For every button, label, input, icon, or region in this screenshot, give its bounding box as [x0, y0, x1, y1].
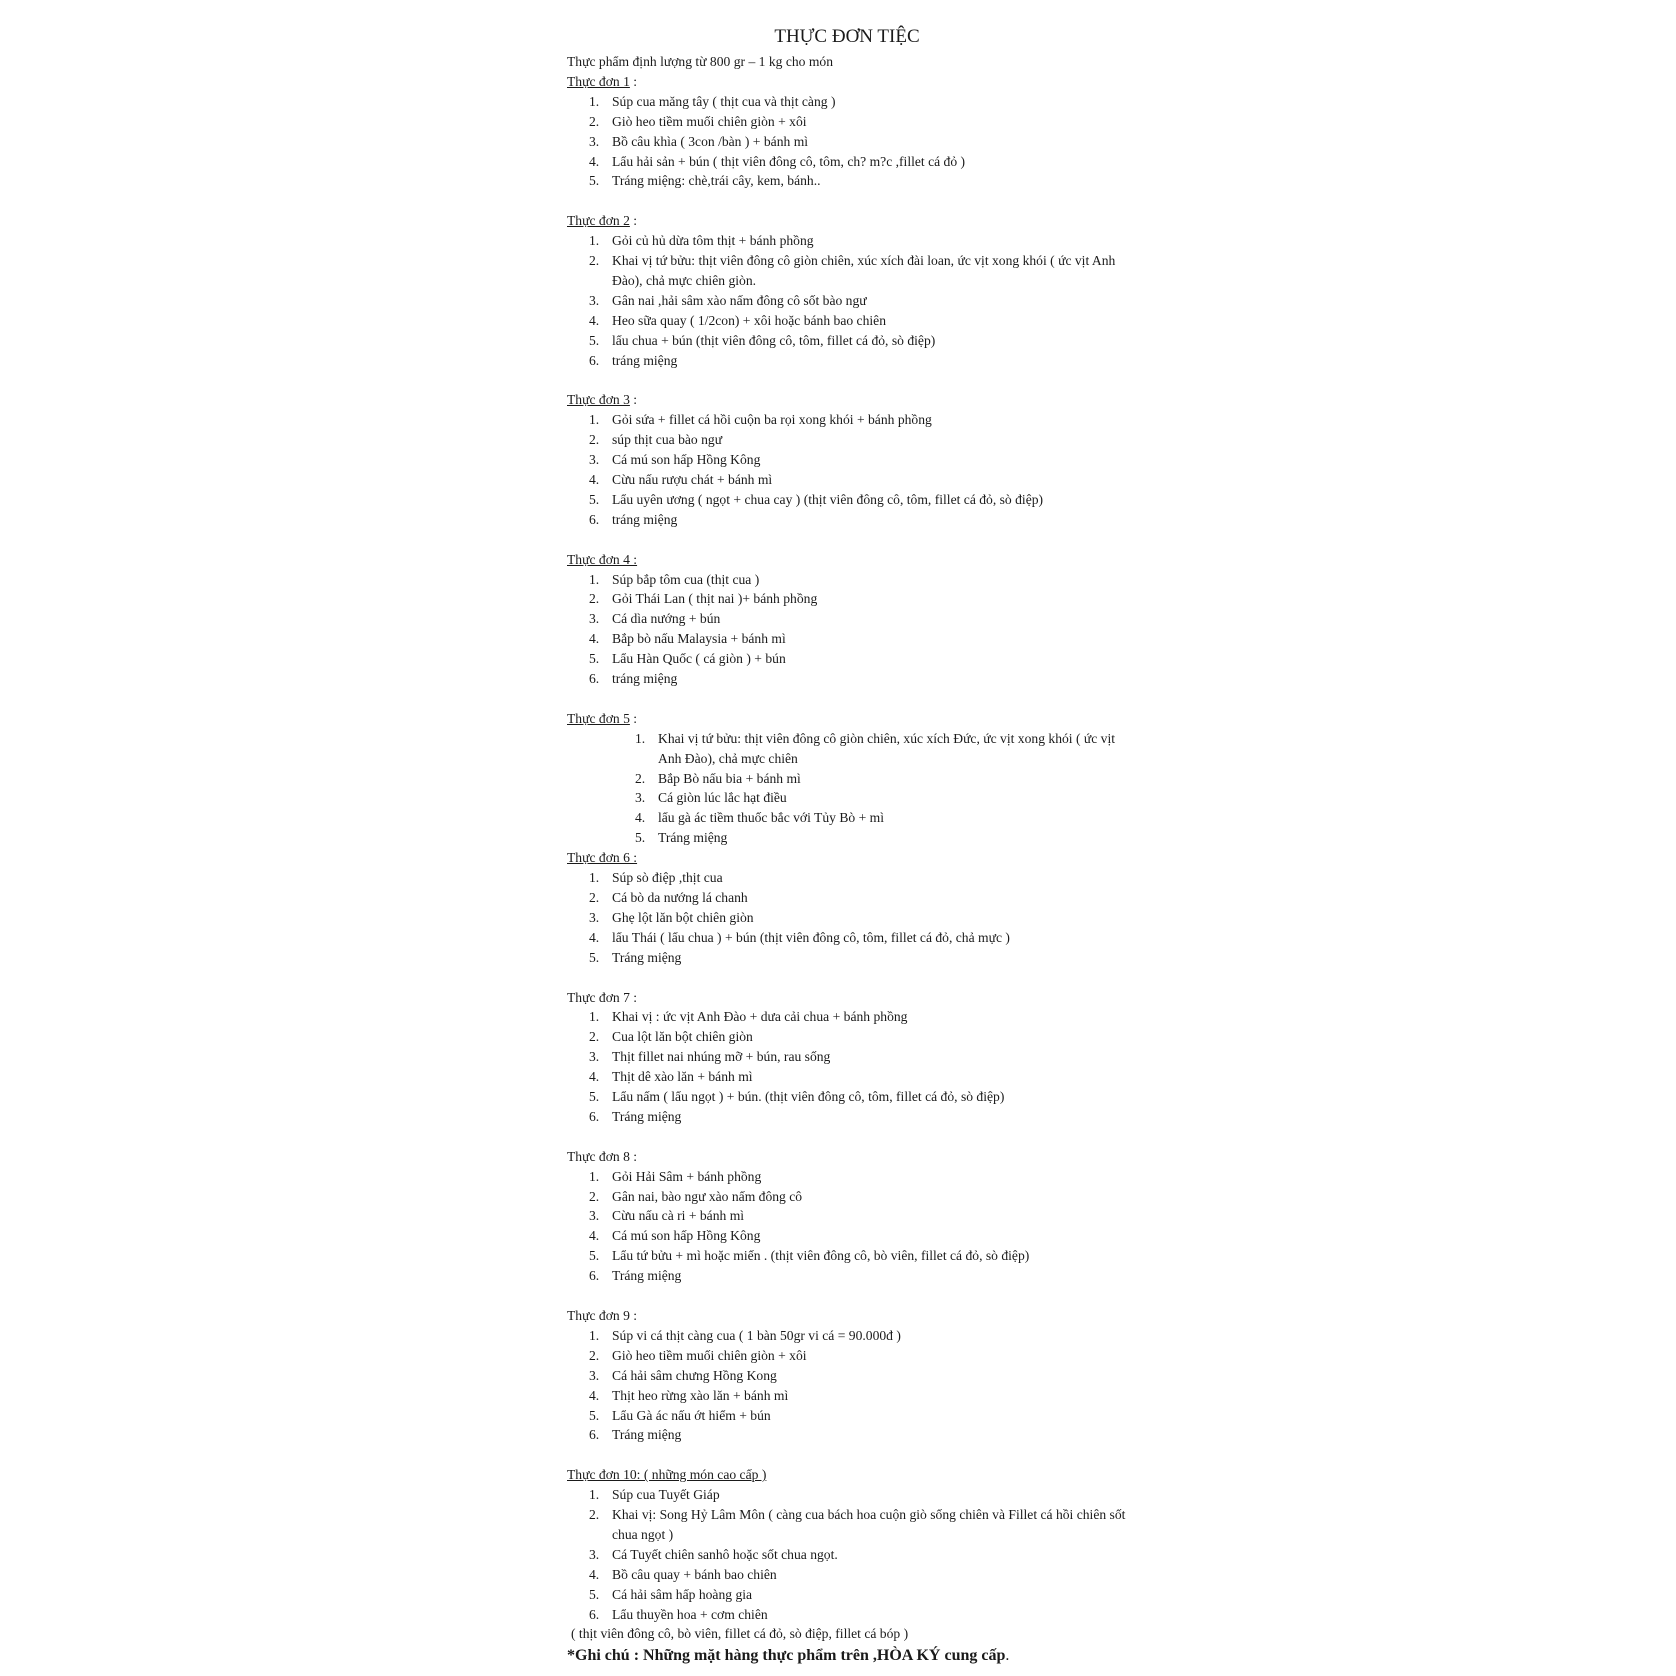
menu-item-text: Lẩu nấm ( lẩu ngọt ) + bún. (thịt viên đông cô, tôm, fillet cá đỏ, sò điệp) [612, 1089, 1005, 1105]
document-title: THỰC ĐƠN TIỆC [774, 26, 920, 47]
menu-heading [567, 72, 1127, 92]
menu-item-text: lẩu chua + bún (thịt viên đông cô, tôm, fillet cá đỏ, sò điệp) [612, 332, 936, 348]
menu-item-text: Heo sữa quay ( 1/2con) + xôi hoặc bánh bao chiên [612, 312, 886, 328]
menu-item [589, 470, 1127, 490]
menu-item-text: Lẩu uyên ương ( ngọt + chua cay ) (thịt viên đông cô, tôm, fillet cá đỏ, sò điệp) [612, 491, 1044, 507]
menu-heading-suffix: : [629, 213, 638, 229]
menu-item-number: 4. [589, 472, 600, 487]
menu-item-number: 2. [589, 113, 600, 129]
menu-item-number: 2. [589, 1507, 600, 1523]
menu-item-number: 3. [589, 292, 600, 308]
menu-item [589, 92, 1127, 112]
section-spacer [567, 1445, 1127, 1465]
menu-item-number: 1. [589, 1327, 600, 1343]
menu-item [589, 450, 1127, 470]
menu-item-number: 5. [589, 1248, 600, 1264]
menu-item-text: Khai vị tứ bửu: thịt viên đông cô giòn chiên, xúc xích đài loan, ức vịt xong khói ( ức vịt Anh Đào), chả mực chiên giòn. [612, 253, 1116, 288]
menu-item-number: 2. [589, 1029, 600, 1045]
menu-item-text: Giò heo tiềm muối chiên giòn + xôi [612, 1347, 807, 1363]
menu-item-text: Cá hải sâm hấp hoàng gia [612, 1586, 753, 1602]
menu-item-number: 6. [589, 352, 600, 368]
menu-item-text: Tráng miệng: chè,trái cây, kem, bánh.. [612, 173, 821, 189]
menu-item [589, 112, 1127, 132]
menu-item-number: 3. [635, 790, 646, 806]
menu-item-number: 6. [589, 1268, 600, 1284]
section-spacer [567, 1286, 1127, 1306]
menu-item-number: 6. [589, 671, 600, 687]
footer-note-text: *Ghi chú : Những mặt hàng thực phẩm trên ,HÒA KÝ cung cấp [567, 1647, 1006, 1665]
menu-item [635, 788, 1127, 808]
section-spacer [567, 1127, 1127, 1147]
menu-item-text: tráng miệng [612, 671, 678, 687]
menu-item [589, 1266, 1127, 1286]
menu-items [567, 868, 1127, 968]
menu-section [567, 1465, 1127, 1624]
menu-heading [567, 1306, 1127, 1326]
menu-item-text: Lẩu Gà ác nấu ớt hiểm + bún [612, 1407, 771, 1423]
menu-item [589, 152, 1127, 172]
menu-item-text: Gỏi Hải Sâm + bánh phồng [612, 1168, 762, 1184]
menu-item-text: Cá mú son hấp Hồng Kông [612, 1228, 761, 1244]
menu-item-text: lẩu gà ác tiềm thuốc bắc với Tủy Bò + mì [658, 810, 885, 826]
menu-item-number: 2. [589, 253, 600, 269]
menu-item-text: Lẩu Hàn Quốc ( cá giòn ) + bún [612, 651, 786, 667]
menu-item-text: Cá mú son hấp Hồng Kông [612, 452, 761, 468]
menu-item [589, 1545, 1127, 1565]
menu-item-text: Súp bắp tôm cua (thịt cua ) [612, 571, 760, 587]
menu-item-number: 3. [589, 909, 600, 925]
menu-item-number: 2. [589, 1347, 600, 1363]
menu-section [567, 72, 1127, 191]
menu-heading-suffix: : [629, 392, 638, 408]
menu-item-number: 1. [589, 1168, 600, 1184]
menu-item-text: tráng miệng [612, 511, 678, 527]
menu-item-number: 5. [589, 1586, 600, 1602]
menu-item-number: 2. [589, 1188, 600, 1204]
menu-item-number: 5. [589, 949, 600, 965]
menu-item [589, 589, 1127, 609]
menu-item-text: Gỏi sứa + fillet cá hồi cuộn ba rọi xong khói + bánh phồng [612, 412, 932, 428]
menu-item [589, 1505, 1127, 1545]
menu-item [589, 1067, 1127, 1087]
menu-item-text: Gân nai, bào ngư xào nấm đông cô [612, 1188, 803, 1204]
menu-item [589, 1585, 1127, 1605]
menu-item [589, 1007, 1127, 1027]
menu-heading [567, 988, 1127, 1008]
menu-item [589, 649, 1127, 669]
menu-item-text: Lẩu thuyền hoa + cơm chiên [612, 1606, 768, 1622]
menu-item-text: Súp vi cá thịt càng cua ( 1 bàn 50gr vi cá = 90.000đ ) [612, 1327, 901, 1343]
menu-heading [567, 1147, 1127, 1167]
menu-item-number: 1. [589, 233, 600, 249]
menu-item [589, 1187, 1127, 1207]
menu-item-text: Súp cua măng tây ( thịt cua và thịt càng ) [612, 93, 836, 109]
menu-item [589, 1226, 1127, 1246]
menu-item-text: Cừu nấu cà ri + bánh mì [612, 1208, 745, 1224]
section-spacer [567, 370, 1127, 390]
menu-item-number: 1. [589, 93, 600, 109]
menu-item [589, 928, 1127, 948]
menu-heading [567, 848, 1127, 868]
menu-item [589, 1326, 1127, 1346]
menu-item [589, 132, 1127, 152]
menu-item-number: 3. [589, 1367, 600, 1383]
section-spacer [567, 530, 1127, 550]
menu-item-number: 2. [589, 591, 600, 607]
menu-items [567, 570, 1127, 689]
menu-item-number: 3. [589, 1049, 600, 1065]
menu-item [635, 769, 1127, 789]
menu-item-number: 4. [635, 810, 646, 826]
menu-heading-suffix: : [629, 73, 638, 89]
menu-item-number: 6. [589, 511, 600, 527]
menu-item-number: 5. [589, 173, 600, 189]
menu-heading-label: Thực đơn 5 [567, 710, 630, 726]
menu-item-number: 4. [589, 1069, 600, 1085]
menu-item [635, 729, 1127, 769]
menu-item-text: Gỏi củ hủ dừa tôm thịt + bánh phồng [612, 233, 814, 249]
menu-list [567, 72, 1127, 1625]
menu-heading-label: Thực đơn 8 : [567, 1148, 638, 1164]
menu-item-number: 5. [635, 830, 646, 846]
menu-section [567, 1147, 1127, 1286]
menu-item [589, 1485, 1127, 1505]
menu-item [589, 1425, 1127, 1445]
menu-heading [567, 390, 1127, 410]
menu-item [589, 1366, 1127, 1386]
menu-item-number: 5. [589, 332, 600, 348]
menu-item [589, 311, 1127, 331]
menu-item-text: Bồ câu khìa ( 3con /bàn ) + bánh mì [612, 133, 809, 149]
menu-item-text: Thịt fillet nai nhúng mỡ + bún, rau sống [612, 1049, 831, 1065]
menu-item-text: tráng miệng [612, 352, 678, 368]
menu-item [589, 570, 1127, 590]
menu-item [589, 868, 1127, 888]
menu-items [567, 1326, 1127, 1445]
menu-item [589, 490, 1127, 510]
menu-items [567, 1485, 1127, 1624]
menu-item-text: Bắp bò nấu Malaysia + bánh mì [612, 631, 786, 647]
menu-item [589, 171, 1127, 191]
footer-note [567, 1644, 1127, 1668]
menu-item-text: Tráng miệng [612, 1427, 682, 1443]
menu-item-text: Bắp Bò nấu bia + bánh mì [658, 770, 801, 786]
menu-items [567, 231, 1127, 370]
menu-item-number: 1. [589, 412, 600, 428]
menu-item-number: 5. [589, 651, 600, 667]
menu-item-number: 4. [589, 929, 600, 945]
menu-item [589, 251, 1127, 291]
menu-item [589, 669, 1127, 689]
menu-item-text: Súp cua Tuyết Giáp [612, 1487, 720, 1503]
menu-heading-label: Thực đơn 1 [567, 73, 630, 89]
menu-item-number: 1. [589, 870, 600, 886]
menu-item-number: 4. [589, 1566, 600, 1582]
menu-item [589, 1386, 1127, 1406]
menu-item [589, 609, 1127, 629]
menu-item-text: Cá giòn lúc lắc hạt điều [658, 790, 787, 806]
menu-item-text: Cá dìa nướng + bún [612, 611, 721, 627]
menu-item-text: súp thịt cua bào ngư [612, 432, 723, 448]
menu-heading-label: Thực đơn 6 : [567, 850, 638, 866]
menu-item-text: Tráng miệng [658, 830, 728, 846]
menu-item-text: Thịt heo rừng xào lăn + bánh mì [612, 1387, 789, 1403]
section-spacer [567, 968, 1127, 988]
menu-item-text: Ghẹ lột lăn bột chiên giòn [612, 909, 754, 925]
menu-item [589, 1206, 1127, 1226]
menu-heading [567, 709, 1127, 729]
menu-item-number: 4. [589, 153, 600, 169]
menu-item-number: 4. [589, 312, 600, 328]
menu-item [589, 351, 1127, 371]
menu-item [589, 1027, 1127, 1047]
menu-heading-label: Thực đơn 2 [567, 213, 630, 229]
menu-item-text: Tráng miệng [612, 1268, 682, 1284]
menu-item [589, 331, 1127, 351]
menu-item-number: 1. [589, 571, 600, 587]
menu-items [567, 1167, 1127, 1286]
menu-section [567, 390, 1127, 529]
menu-heading [567, 211, 1127, 231]
menu-item [589, 231, 1127, 251]
menu-heading [567, 1465, 1127, 1485]
footer-note-end: . [1005, 1647, 1010, 1665]
menu-items [567, 410, 1127, 529]
menu-heading-suffix: : [629, 710, 638, 726]
menu-item-text: Lẩu hải sản + bún ( thịt viên đông cô, tôm, ch? m?c ,fillet cá đỏ ) [612, 153, 966, 169]
document-subtitle: Thực phẩm định lượng từ 800 gr – 1 kg cho món [567, 54, 834, 69]
menu-item-text: Gân nai ,hải sâm xào nấm đông cô sốt bào ngư [612, 292, 867, 308]
menu-item [589, 510, 1127, 530]
menu-item-number: 2. [589, 890, 600, 905]
menu-heading-label: Thực đơn 9 : [567, 1307, 638, 1323]
menu-item [589, 1346, 1127, 1366]
menu-item [589, 1047, 1127, 1067]
menu-items [567, 729, 1127, 848]
menu-item-number: 6. [589, 1108, 600, 1124]
menu-item [589, 430, 1127, 450]
menu-item-number: 4. [589, 631, 600, 647]
menu-document [567, 22, 1127, 1668]
menu-section [567, 1306, 1127, 1445]
menu-item [589, 629, 1127, 649]
menu-section [567, 709, 1127, 848]
section-spacer [567, 191, 1127, 211]
menu-section [567, 848, 1127, 967]
menu-item-number: 6. [589, 1606, 600, 1622]
menu-item-text: lẩu Thái ( lẩu chua ) + bún (thịt viên đông cô, tôm, fillet cá đỏ, chả mực ) [612, 929, 1010, 945]
menu-item [589, 908, 1127, 928]
menu-item-number: 5. [589, 491, 600, 507]
menu-items [567, 92, 1127, 192]
section-spacer [567, 689, 1127, 709]
menu-item [589, 1565, 1127, 1585]
menu-item-text: Cừu nấu rượu chát + bánh mì [612, 472, 773, 487]
menu-item-text: Tráng miệng [612, 1108, 682, 1124]
menu-heading-label: Thực đơn 7 : [567, 989, 638, 1005]
menu-item-number: 4. [589, 1228, 600, 1244]
menu-item-text: Giò heo tiềm muối chiên giòn + xôi [612, 113, 807, 129]
menu-item-text: Tráng miệng [612, 949, 682, 965]
menu-heading [567, 550, 1127, 570]
menu-section [567, 550, 1127, 689]
menu-item [589, 1107, 1127, 1127]
menu-item-number: 5. [589, 1089, 600, 1105]
menu-item-text: Khai vị: Song Hỷ Lâm Môn ( càng cua bách hoa cuộn giò sống chiên và Fillet cá hồi chiên sốt chua ngọt ) [612, 1507, 1126, 1542]
menu-item-text: Cá Tuyết chiên sanhô hoặc sốt chua ngọt. [612, 1546, 838, 1562]
menu-items [567, 1007, 1127, 1126]
menu-item [589, 410, 1127, 430]
menu-item-number: 6. [589, 1427, 600, 1443]
menu-item [589, 291, 1127, 311]
menu-item [589, 1167, 1127, 1187]
menu-item-number: 3. [589, 133, 600, 149]
menu-item-number: 3. [589, 1208, 600, 1224]
menu-item-text: Cua lột lăn bột chiên giòn [612, 1029, 753, 1045]
menu-item [635, 808, 1127, 828]
menu-item [589, 1087, 1127, 1107]
menu-heading-label: Thực đơn 3 [567, 392, 630, 408]
menu-item-text: Lẩu tứ bửu + mì hoặc miến . (thịt viên đông cô, bò viên, fillet cá đỏ, sò điệp) [612, 1248, 1030, 1264]
menu-item [589, 1605, 1127, 1625]
menu-item [589, 948, 1127, 968]
menu-item-number: 3. [589, 611, 600, 627]
menu-item-number: 1. [589, 1009, 600, 1025]
menu-section [567, 211, 1127, 370]
menu-item-text: Khai vị : ức vịt Anh Đào + dưa cải chua + bánh phồng [612, 1009, 908, 1025]
menu-item-number: 1. [635, 730, 646, 746]
menu-section [567, 988, 1127, 1127]
menu-item-text: Bồ câu quay + bánh bao chiên [612, 1566, 777, 1582]
menu-item-number: 3. [589, 452, 600, 468]
menu-item-text: Súp sò điệp ,thịt cua [612, 870, 723, 886]
menu-item-text: Gỏi Thái Lan ( thịt nai )+ bánh phồng [612, 591, 818, 607]
menu-item-number: 2. [589, 432, 600, 448]
menu-heading-label: Thực đơn 4 : [567, 551, 638, 567]
menu-item [589, 1406, 1127, 1426]
menu-item [589, 1246, 1127, 1266]
menu-item-text: Thịt dê xào lăn + bánh mì [612, 1069, 753, 1085]
menu-item-number: 5. [589, 1407, 600, 1423]
menu10-footnote: ( thịt viên đông cô, bò viên, fillet cá đỏ, sò điệp, fillet cá bóp ) [571, 1626, 909, 1642]
menu-item-number: 4. [589, 1387, 600, 1403]
menu-item-number: 3. [589, 1546, 600, 1562]
menu-item [635, 828, 1127, 848]
menu-heading-label: Thực đơn 10: ( những món cao cấp ) [567, 1467, 767, 1483]
menu-item-text: Cá bò da nướng lá chanh [612, 890, 748, 905]
menu-item-number: 2. [635, 770, 646, 786]
menu-item-text: Cá hải sâm chưng Hồng Kong [612, 1367, 777, 1383]
menu-item-number: 1. [589, 1487, 600, 1503]
menu-item-text: Khai vị tứ bửu: thịt viên đông cô giòn chiên, xúc xích Đức, ức vịt xong khói ( ức vịt Anh Đào), chả mực chiên [658, 730, 1116, 766]
menu-item [589, 888, 1127, 908]
